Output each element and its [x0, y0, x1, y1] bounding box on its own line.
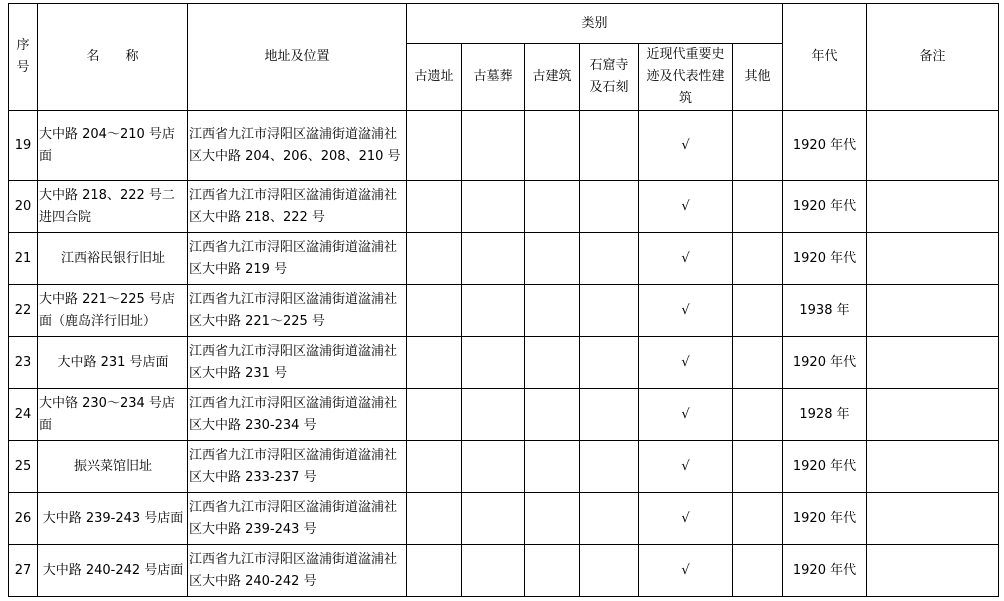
row-cell-ancient-tomb [462, 493, 525, 545]
row-cell-ancient-tomb [462, 285, 525, 337]
row-name: 振兴菜馆旧址 [38, 441, 188, 493]
row-index: 22 [9, 285, 38, 337]
row-cell-other [733, 337, 783, 389]
row-cell-ancient-site [407, 389, 462, 441]
row-cell-grotto-carving [580, 389, 639, 441]
row-address: 江西省九江市浔阳区湓浦街道湓浦社区大中路 230-234 号 [188, 389, 407, 441]
row-name: 大中路 221～225 号店面（鹿岛洋行旧址） [38, 285, 188, 337]
row-cell-ancient-building [525, 233, 580, 285]
row-cell-grotto-carving [580, 441, 639, 493]
row-era: 1920 年代 [783, 545, 867, 597]
header-address: 地址及位置 [188, 4, 407, 111]
row-cell-other [733, 389, 783, 441]
row-cell-ancient-tomb [462, 545, 525, 597]
row-remark [867, 111, 999, 181]
row-cell-ancient-tomb [462, 181, 525, 233]
row-cell-ancient-building [525, 493, 580, 545]
row-cell-ancient-building [525, 181, 580, 233]
row-cell-ancient-site [407, 441, 462, 493]
row-check-mark: √ [639, 493, 733, 545]
row-cell-ancient-tomb [462, 441, 525, 493]
row-cell-ancient-site [407, 181, 462, 233]
table-row [9, 285, 999, 337]
row-remark [867, 441, 999, 493]
header-category-other: 其他 [733, 44, 783, 111]
row-cell-ancient-building [525, 337, 580, 389]
row-cell-ancient-site [407, 545, 462, 597]
row-address: 江西省九江市浔阳区湓浦街道湓浦社区大中路 204、206、208、210 号 [188, 111, 407, 181]
row-cell-other [733, 181, 783, 233]
table-body [9, 111, 999, 597]
row-check-mark: √ [639, 441, 733, 493]
table-row [9, 545, 999, 597]
row-cell-other [733, 233, 783, 285]
row-index: 20 [9, 181, 38, 233]
row-era: 1920 年代 [783, 441, 867, 493]
row-address: 江西省九江市浔阳区湓浦街道湓浦社区大中路 240-242 号 [188, 545, 407, 597]
heritage-table [8, 3, 999, 597]
row-remark [867, 181, 999, 233]
row-name: 大中路 240-242 号店面 [38, 545, 188, 597]
row-era: 1920 年代 [783, 233, 867, 285]
row-remark [867, 285, 999, 337]
row-cell-grotto-carving [580, 181, 639, 233]
row-address: 江西省九江市浔阳区湓浦街道湓浦社区大中路 219 号 [188, 233, 407, 285]
row-remark [867, 545, 999, 597]
row-check-mark: √ [639, 181, 733, 233]
header-index: 序号 [9, 4, 38, 111]
row-cell-ancient-building [525, 545, 580, 597]
header-category-ancient-site: 古遗址 [407, 44, 462, 111]
header-category-modern-sites: 近现代重要史迹及代表性建筑 [639, 44, 733, 111]
row-address: 江西省九江市浔阳区湓浦街道湓浦社区大中路 218、222 号 [188, 181, 407, 233]
table-header [9, 4, 999, 111]
row-cell-other [733, 545, 783, 597]
row-name: 大中路 239-243 号店面 [38, 493, 188, 545]
row-cell-grotto-carving [580, 285, 639, 337]
row-cell-ancient-site [407, 337, 462, 389]
row-cell-ancient-tomb [462, 111, 525, 181]
row-cell-grotto-carving [580, 233, 639, 285]
row-remark [867, 337, 999, 389]
row-check-mark: √ [639, 285, 733, 337]
table-row [9, 111, 999, 181]
row-cell-ancient-site [407, 233, 462, 285]
header-category: 类别 [407, 4, 783, 44]
row-cell-other [733, 493, 783, 545]
row-era: 1920 年代 [783, 181, 867, 233]
row-cell-ancient-tomb [462, 337, 525, 389]
table-row [9, 441, 999, 493]
header-category-ancient-tomb: 古墓葬 [462, 44, 525, 111]
row-era: 1920 年代 [783, 111, 867, 181]
row-cell-ancient-building [525, 111, 580, 181]
header-category-grotto-carving: 石窟寺及石刻 [580, 44, 639, 111]
row-address: 江西省九江市浔阳区湓浦街道湓浦社区大中路 221～225 号 [188, 285, 407, 337]
row-cell-grotto-carving [580, 545, 639, 597]
table-row [9, 233, 999, 285]
row-cell-grotto-carving [580, 111, 639, 181]
row-era: 1938 年 [783, 285, 867, 337]
row-index: 23 [9, 337, 38, 389]
header-remarks: 备注 [867, 4, 999, 111]
header-category-ancient-building: 古建筑 [525, 44, 580, 111]
row-cell-other [733, 111, 783, 181]
row-name: 大中铬 230～234 号店面 [38, 389, 188, 441]
row-cell-other [733, 285, 783, 337]
row-name: 江西裕民银行旧址 [38, 233, 188, 285]
row-cell-other [733, 441, 783, 493]
row-remark [867, 493, 999, 545]
row-cell-ancient-site [407, 285, 462, 337]
row-era: 1920 年代 [783, 493, 867, 545]
row-index: 21 [9, 233, 38, 285]
row-address: 江西省九江市浔阳区湓浦街道湓浦社区大中路 231 号 [188, 337, 407, 389]
row-name: 大中路 231 号店面 [38, 337, 188, 389]
row-cell-ancient-tomb [462, 233, 525, 285]
row-address: 江西省九江市浔阳区湓浦街道湓浦社区大中路 239-243 号 [188, 493, 407, 545]
row-cell-grotto-carving [580, 493, 639, 545]
row-check-mark: √ [639, 545, 733, 597]
row-cell-ancient-site [407, 111, 462, 181]
header-name: 名 称 [38, 4, 188, 111]
row-era: 1928 年 [783, 389, 867, 441]
row-index: 25 [9, 441, 38, 493]
row-index: 26 [9, 493, 38, 545]
row-remark [867, 389, 999, 441]
row-cell-ancient-building [525, 389, 580, 441]
row-cell-ancient-building [525, 441, 580, 493]
row-cell-grotto-carving [580, 337, 639, 389]
row-index: 24 [9, 389, 38, 441]
row-era: 1920 年代 [783, 337, 867, 389]
header-era: 年代 [783, 4, 867, 111]
row-address: 江西省九江市浔阳区湓浦街道湓浦社区大中路 233-237 号 [188, 441, 407, 493]
table-row [9, 181, 999, 233]
row-index: 27 [9, 545, 38, 597]
row-cell-ancient-tomb [462, 389, 525, 441]
row-name: 大中路 204～210 号店面 [38, 111, 188, 181]
row-check-mark: √ [639, 337, 733, 389]
row-cell-ancient-site [407, 493, 462, 545]
table-row [9, 493, 999, 545]
row-cell-ancient-building [525, 285, 580, 337]
row-check-mark: √ [639, 111, 733, 181]
table-row [9, 389, 999, 441]
row-check-mark: √ [639, 389, 733, 441]
row-name: 大中路 218、222 号二进四合院 [38, 181, 188, 233]
row-check-mark: √ [639, 233, 733, 285]
table-row [9, 337, 999, 389]
row-remark [867, 233, 999, 285]
row-index: 19 [9, 111, 38, 181]
